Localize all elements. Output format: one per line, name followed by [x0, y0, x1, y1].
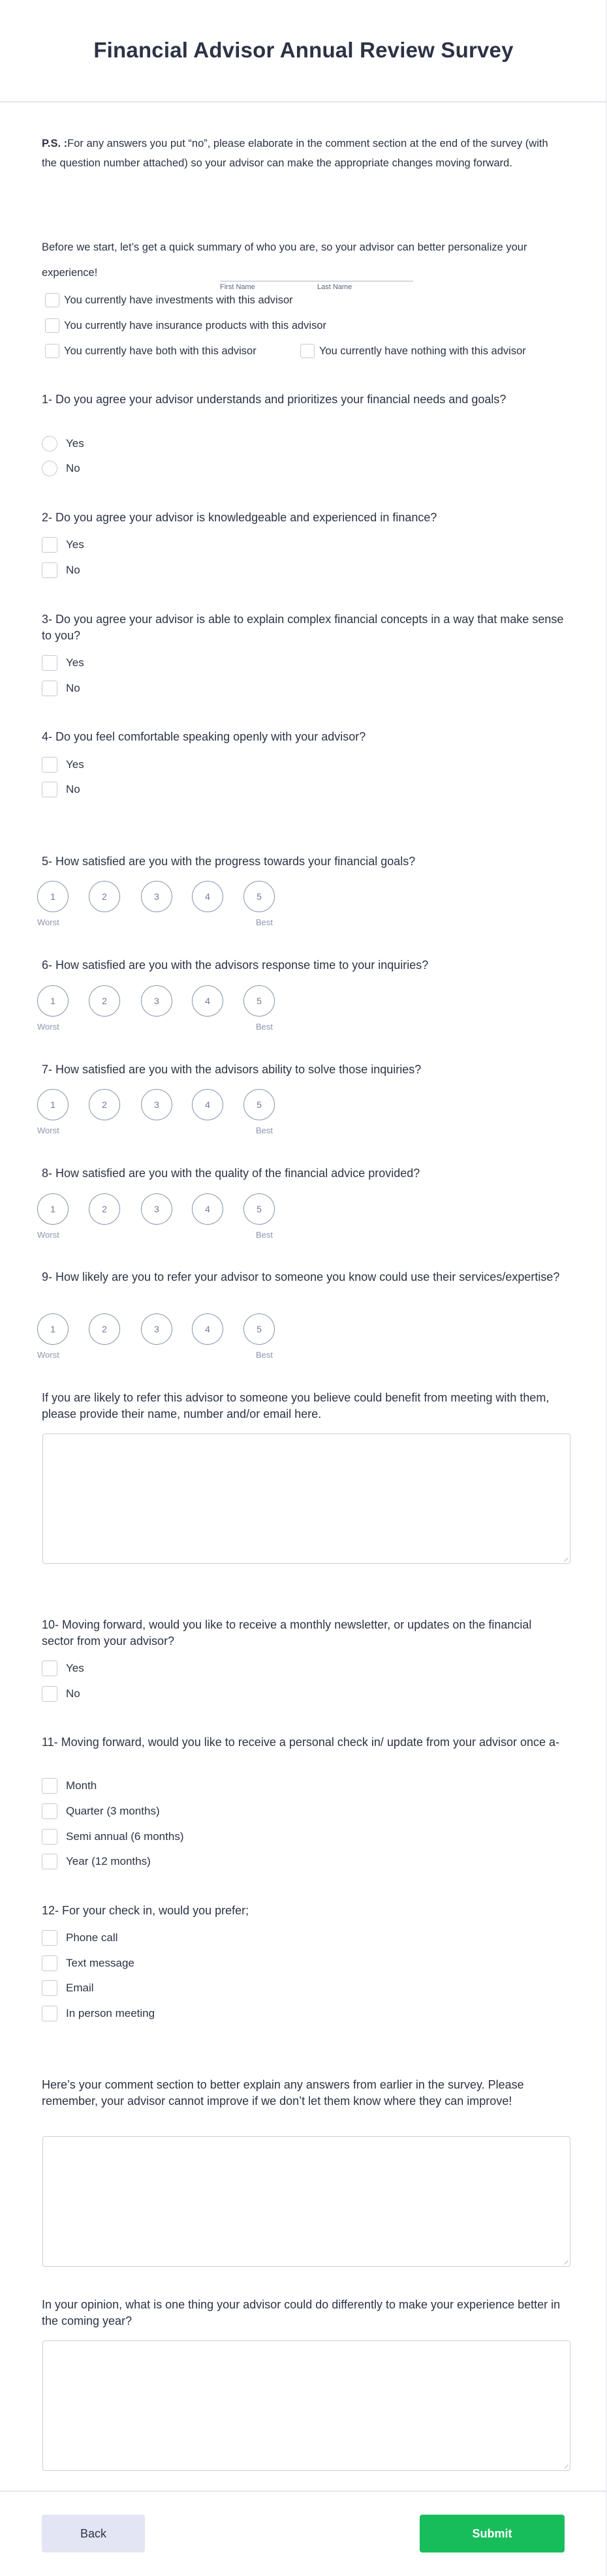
name-input-underline[interactable]: [220, 281, 413, 282]
q6-rating-2[interactable]: 2: [89, 985, 120, 1017]
scale-worst-label: Worst: [37, 1126, 59, 1135]
resize-handle-icon[interactable]: [561, 2461, 568, 2468]
option-label: No: [66, 1687, 80, 1700]
q5-rating-3[interactable]: 3: [141, 881, 172, 912]
q11-year[interactable]: [42, 1854, 151, 1869]
option-label: Yes: [66, 656, 84, 669]
ps-note: [42, 134, 561, 173]
option-label: Yes: [66, 758, 84, 771]
q9-rating-4[interactable]: 4: [192, 1313, 223, 1345]
checkbox[interactable]: [42, 1661, 57, 1676]
option-label: Email: [66, 1982, 94, 1994]
q7-rating-3[interactable]: 3: [141, 1089, 172, 1120]
scale-best-label: Best: [256, 1126, 273, 1135]
q2-yes[interactable]: [42, 537, 84, 553]
checkbox[interactable]: [42, 655, 57, 671]
q12-phone-call[interactable]: [42, 1930, 117, 1946]
q4-yes[interactable]: [42, 757, 84, 773]
q5-rating-2[interactable]: 2: [89, 881, 120, 912]
q1-yes[interactable]: [42, 436, 84, 452]
opinion-textarea[interactable]: [42, 2340, 570, 2471]
q3-no[interactable]: [42, 681, 80, 696]
scale-best-label: Best: [256, 1230, 273, 1240]
option-label: No: [66, 783, 80, 795]
q11-semi-annual[interactable]: [42, 1829, 183, 1845]
ps-label: P.S. :: [42, 138, 68, 149]
q10-no[interactable]: [42, 1686, 80, 1702]
question-2: 2- Do you agree your advisor is knowledgeable and experienced in finance?: [42, 511, 437, 524]
checkbox[interactable]: [45, 318, 59, 333]
q8-rating-5[interactable]: 5: [243, 1193, 275, 1225]
intro-text: Before we start, let’s get a quick summary of who you are, so your advisor can better personalize your experience!: [42, 241, 527, 279]
scale-worst-label: Worst: [37, 1022, 59, 1032]
option-label: Yes: [66, 538, 84, 551]
checkbox[interactable]: [45, 293, 59, 307]
option-label: Yes: [66, 1662, 84, 1674]
option-label: You currently have both with this advisor: [64, 345, 257, 357]
form-title: Financial Advisor Annual Review Survey: [93, 38, 514, 62]
q8-rating-1[interactable]: 1: [37, 1193, 69, 1225]
resize-handle-icon[interactable]: [561, 1554, 568, 1561]
back-button[interactable]: Back: [42, 2515, 145, 2553]
checkbox[interactable]: [42, 1778, 57, 1794]
checkbox[interactable]: [42, 1930, 57, 1946]
q12-email[interactable]: [42, 1980, 94, 1996]
referral-textarea[interactable]: [42, 1434, 570, 1564]
q9-rating-5[interactable]: 5: [243, 1313, 275, 1345]
q9-rating-2[interactable]: 2: [89, 1313, 120, 1345]
option-label: No: [66, 462, 80, 474]
question-7: 7- How satisfied are you with the advisors ability to solve those inquiries?: [42, 1063, 422, 1076]
checkbox[interactable]: [45, 344, 59, 358]
checkbox[interactable]: [42, 537, 57, 553]
scale-best-label: Best: [256, 1022, 273, 1032]
q3-yes[interactable]: [42, 655, 84, 671]
option-label: Quarter (3 months): [66, 1805, 160, 1817]
scale-worst-label: Worst: [37, 1230, 59, 1240]
last-name-label: Last Name: [317, 283, 352, 291]
checkbox[interactable]: [42, 782, 57, 797]
q7-rating-4[interactable]: 4: [192, 1089, 223, 1120]
q5-rating-4[interactable]: 4: [192, 881, 223, 912]
q6-rating-1[interactable]: 1: [37, 985, 69, 1017]
option-label: Semi annual (6 months): [66, 1830, 184, 1843]
q7-rating-2[interactable]: 2: [89, 1089, 120, 1120]
q8-rating-3[interactable]: 3: [141, 1193, 172, 1225]
q8-rating-scale: [0, 1193, 326, 1240]
ps-text: For any answers you put “no”, please elaborate in the comment section at the end of the survey (with the question number attached) so your advisor can make the appropriate changes moving forward.: [42, 138, 548, 169]
q6-rating-3[interactable]: 3: [141, 985, 172, 1017]
intro-option-insurance[interactable]: [45, 318, 326, 333]
q11-quarter[interactable]: [42, 1803, 160, 1819]
option-label: No: [66, 564, 80, 576]
question-9: 9- How likely are you to refer your advisor to someone you know could use their services/expertise?: [42, 1270, 560, 1283]
option-label: In person meeting: [66, 2007, 155, 2019]
checkbox[interactable]: [42, 1854, 57, 1869]
checkbox[interactable]: [300, 344, 315, 358]
q7-rating-1[interactable]: 1: [37, 1089, 69, 1120]
q5-rating-1[interactable]: 1: [37, 881, 69, 912]
q5-rating-5[interactable]: 5: [243, 881, 275, 912]
option-label: Phone call: [66, 1931, 118, 1944]
q9-rating-scale: [0, 1313, 326, 1360]
scale-best-label: Best: [256, 917, 273, 927]
q12-in-person[interactable]: [42, 2006, 155, 2021]
option-label: You currently have insurance products with this advisor: [64, 319, 327, 331]
q10-yes[interactable]: [42, 1661, 84, 1676]
option-label: No: [66, 682, 80, 694]
resize-handle-icon[interactable]: [561, 2257, 568, 2264]
footer-divider: [0, 2491, 607, 2492]
intro-option-both[interactable]: [45, 343, 257, 359]
q4-no[interactable]: [42, 782, 80, 797]
checkbox[interactable]: [42, 681, 57, 696]
checkbox[interactable]: [42, 1686, 57, 1702]
question-1: 1- Do you agree your advisor understands and prioritizes your financial needs and goals?: [42, 393, 506, 406]
checkbox[interactable]: [42, 1803, 57, 1819]
question-5: 5- How satisfied are you with the progress towards your financial goals?: [42, 855, 416, 868]
q9-rating-1[interactable]: 1: [37, 1313, 69, 1345]
header-divider: [0, 101, 607, 102]
checkbox[interactable]: [42, 1980, 57, 1996]
option-label: You currently have nothing with this advisor: [319, 345, 526, 357]
checkbox[interactable]: [42, 1829, 57, 1845]
question-10: 10- Moving forward, would you like to receive a monthly newsletter, or updates on the financial sector from your advisor?: [42, 1618, 532, 1648]
radio[interactable]: [42, 461, 57, 476]
q9-rating-3[interactable]: 3: [141, 1313, 172, 1345]
scale-worst-label: Worst: [37, 1350, 59, 1360]
checkbox[interactable]: [42, 1955, 57, 1971]
checkbox[interactable]: [42, 562, 57, 578]
q11-month[interactable]: [42, 1778, 97, 1794]
option-label: Year (12 months): [66, 1855, 151, 1867]
question-6: 6- How satisfied are you with the advisors response time to your inquiries?: [42, 958, 429, 972]
intro-option-investments[interactable]: [45, 292, 293, 308]
q6-rating-4[interactable]: 4: [192, 985, 223, 1017]
q12-text-message[interactable]: [42, 1955, 134, 1971]
comment-question: Here’s your comment section to better explain any answers from earlier in the survey. Please remember, your advisor cannot improve if we don’t let them know where they can improve!: [42, 2078, 524, 2108]
q7-rating-scale: [0, 1089, 326, 1136]
checkbox[interactable]: [42, 757, 57, 773]
q1-no[interactable]: [42, 461, 80, 476]
submit-button[interactable]: Submit: [420, 2515, 565, 2553]
q5-rating-scale: [0, 881, 326, 928]
referral-question: If you are likely to refer this advisor to someone you believe could benefit from meeting with them, please provide their name, number and/or email here.: [42, 1391, 550, 1420]
scale-best-label: Best: [256, 1350, 273, 1360]
q8-rating-4[interactable]: 4: [192, 1193, 223, 1225]
opinion-question: In your opinion, what is one thing your advisor could do differently to make your experience better in the coming year?: [42, 2298, 561, 2327]
question-3: 3- Do you agree your advisor is able to explain complex financial concepts in a way that make sense to you?: [42, 613, 564, 642]
option-label: Text message: [66, 1957, 134, 1969]
scale-worst-label: Worst: [37, 917, 59, 927]
question-8: 8- How satisfied are you with the quality of the financial advice provided?: [42, 1167, 420, 1180]
q6-rating-scale: [0, 985, 326, 1032]
question-12: 12- For your check in, would you prefer;: [42, 1904, 249, 1917]
intro-option-nothing[interactable]: [300, 343, 526, 359]
option-label: You currently have investments with this advisor: [64, 294, 293, 306]
option-label: Yes: [66, 437, 84, 450]
first-name-label: First Name: [220, 283, 255, 291]
q2-no[interactable]: [42, 562, 80, 578]
radio[interactable]: [42, 436, 57, 452]
checkbox[interactable]: [42, 2006, 57, 2021]
q7-rating-5[interactable]: 5: [243, 1089, 275, 1120]
question-11: 11- Moving forward, would you like to receive a personal check in/ update from your advisor once a-: [42, 1736, 560, 1749]
q8-rating-2[interactable]: 2: [89, 1193, 120, 1225]
option-label: Month: [66, 1779, 97, 1792]
comment-textarea[interactable]: [42, 2136, 570, 2267]
q6-rating-5[interactable]: 5: [243, 985, 275, 1017]
question-4: 4- Do you feel comfortable speaking openly with your advisor?: [42, 730, 366, 743]
